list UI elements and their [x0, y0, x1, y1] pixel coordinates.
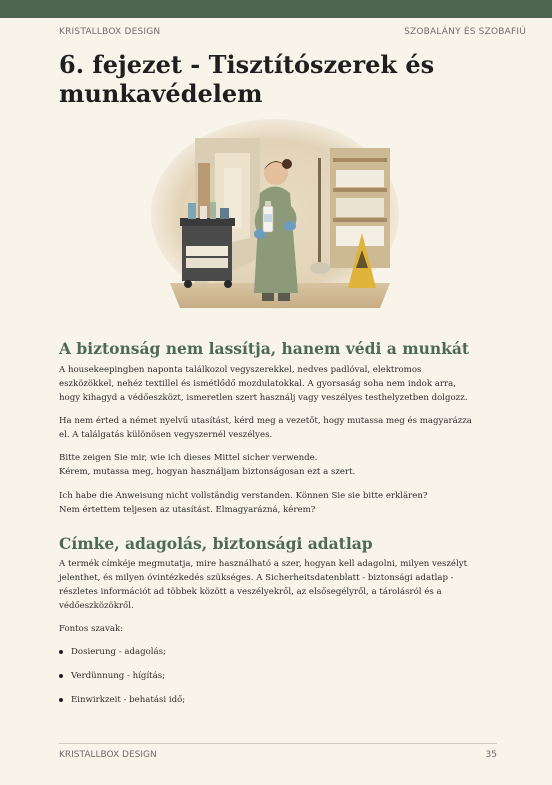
list-item	[59, 669, 165, 683]
page-number: 35	[485, 750, 497, 760]
chapter-title	[59, 50, 529, 108]
keywords-label	[59, 622, 499, 636]
paragraph-label-info	[59, 557, 499, 613]
text-line: eszközökkel, nehéz textillel és ismétlődő mozdulatokkal. A gyorsaság soha nem indok arra,	[59, 379, 456, 389]
text-line: A termék címkéje megmutatja, mire használható a szer, hogyan kell adagolni, milyen veszélyt	[59, 559, 468, 569]
paragraph-phrase-explain	[59, 489, 499, 517]
section-heading-label: Címke, adagolás, biztonsági adatlap	[59, 534, 373, 553]
running-header	[59, 27, 526, 37]
text-line: jelenthet, és milyen óvintézkedés szükséges. A Sicherheitsdatenblatt - biztonsági adatlap -	[59, 573, 454, 583]
paragraph-phrase-show-me	[59, 451, 499, 479]
page-footer	[59, 750, 497, 760]
footer-divider	[59, 743, 497, 744]
text-line: részletes információt ad többek között a veszélyekről, az elsősegélyről, a tárolásról és a	[59, 587, 442, 597]
list-item-text: Einwirkzeit - behatási idő;	[71, 695, 186, 705]
footer-brand: KRISTALLBOX DESIGN	[59, 750, 157, 760]
text-line: Fontos szavak:	[59, 624, 124, 634]
text-line: védőeszközökről.	[59, 601, 134, 611]
chapter-title-line2: munkavédelem	[59, 79, 263, 108]
list-item	[59, 645, 166, 659]
text-line: A housekeepingben naponta találkozol vegyszerekkel, nedves padlóval, elektromos	[59, 365, 422, 375]
bullet-icon	[59, 698, 63, 702]
housekeeper-illustration	[150, 118, 400, 311]
chapter-title-line1: 6. fejezet - Tisztítószerek és	[59, 50, 435, 79]
top-color-bar	[0, 0, 552, 18]
text-line: Kérem, mutassa meg, hogyan használjam biztonságosan ezt a szert.	[59, 467, 356, 477]
header-section: SZOBALÁNY ÉS SZOBAFIÚ	[404, 27, 526, 37]
list-item-text: Dosierung - adagolás;	[71, 647, 166, 657]
bullet-icon	[59, 650, 63, 654]
bullet-icon	[59, 674, 63, 678]
text-line: el. A találgatás különösen vegyszernél veszélyes.	[59, 430, 273, 440]
header-brand: KRISTALLBOX DESIGN	[59, 27, 161, 37]
paragraph-ask-manager	[59, 414, 499, 442]
section-heading-safety: A biztonság nem lassítja, hanem védi a munkát	[59, 339, 470, 358]
text-line: Bitte zeigen Sie mir, wie ich dieses Mittel sicher verwende.	[59, 453, 318, 463]
list-item	[59, 693, 185, 707]
text-line: hogy kihagyd a védőeszközt, ismeretlen szert használj vagy veszélyes testhelyzetben dolgozz.	[59, 393, 468, 403]
text-line: Ich habe die Anweisung nicht vollständig verstanden. Können Sie sie bitte erklären?	[59, 491, 428, 501]
paragraph-safety-intro	[59, 363, 499, 405]
text-line: Ha nem érted a német nyelvű utasítást, kérd meg a vezetőt, hogy mutassa meg és magyarázza	[59, 416, 472, 426]
list-item-text: Verdünnung - hígítás;	[71, 671, 166, 681]
text-line: Nem értettem teljesen az utasítást. Elmagyarázná, kérem?	[59, 505, 316, 515]
